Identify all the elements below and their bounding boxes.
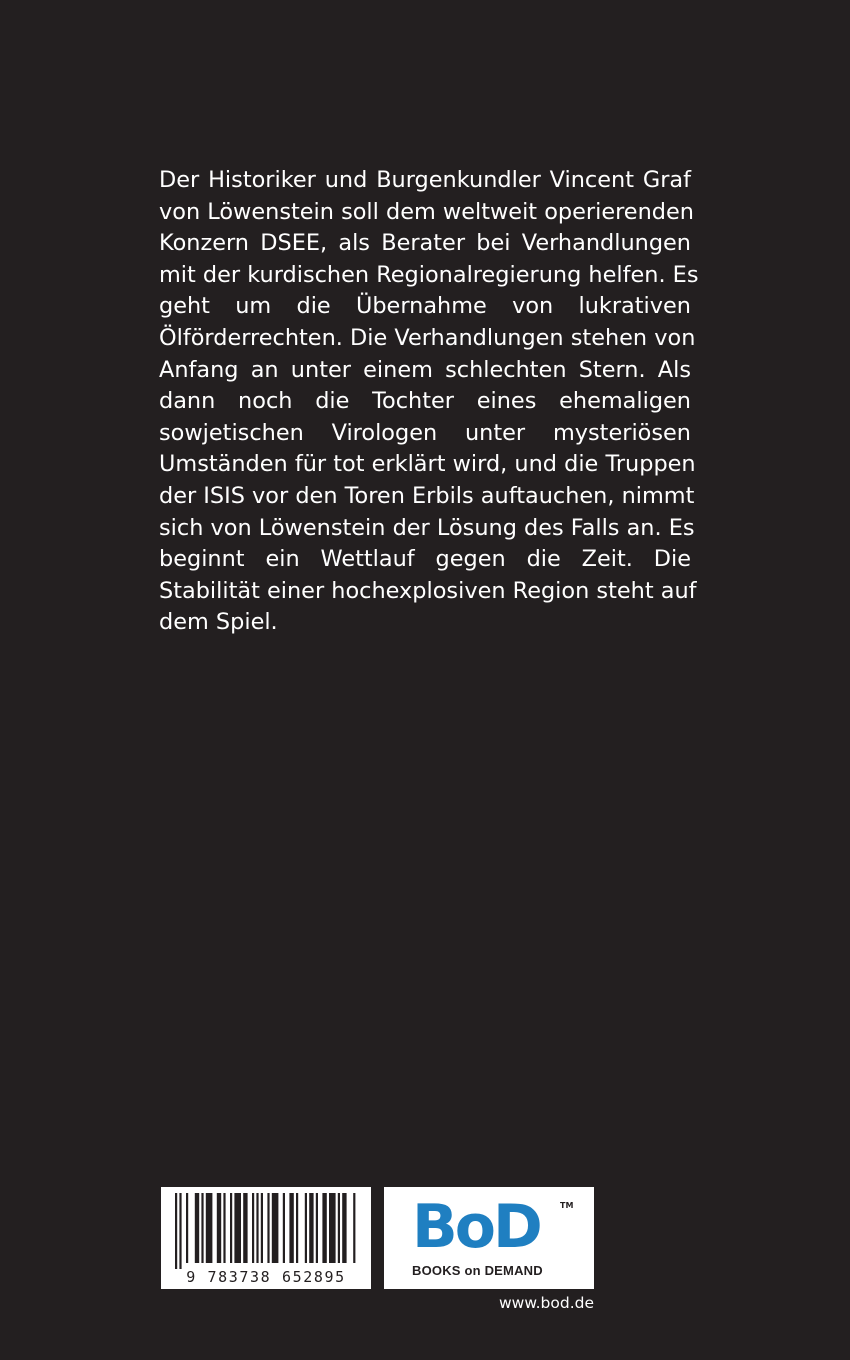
barcode-bar: [175, 1193, 177, 1269]
barcode-bar: [267, 1193, 269, 1263]
barcode-bar: [289, 1193, 293, 1263]
barcode-bar: [230, 1193, 232, 1263]
blurb-line: beginnt ein Wettlauf gegen die Zeit. Die: [159, 546, 691, 573]
blurb-line: Stabilität einer hochexplosiven Region steht auf: [159, 577, 697, 604]
barcode-bar: [342, 1193, 346, 1263]
barcode-bar: [243, 1193, 247, 1263]
isbn-barcode: [161, 1187, 371, 1289]
barcode-bar: [256, 1193, 258, 1263]
blurb-line: Anfang an unter einem schlechten Stern. Als: [159, 356, 691, 383]
blurb-line: Der Historiker und Burgenkundler Vincent Graf: [159, 167, 691, 193]
barcode-bar: [329, 1193, 336, 1263]
blurb-line: sich von Löwenstein der Lösung des Falls an. Es: [159, 514, 695, 541]
blurb-line: geht um die Übernahme von lukrativen: [159, 293, 691, 320]
blurb-line: dem Spiel.: [159, 609, 278, 636]
barcode-bar: [338, 1193, 340, 1263]
blurb-line: Umständen für tot erklärt wird, und die Truppen: [159, 451, 696, 478]
publisher-logo: [384, 1187, 594, 1289]
publisher-website: www.bod.de: [499, 1294, 594, 1312]
barcode-bar: [201, 1193, 203, 1263]
blurb-line: von Löwenstein soll dem weltweit operierenden: [159, 198, 694, 225]
blurb-line: sowjetischen Virologen unter mysteriösen: [159, 419, 691, 446]
blurb-text: [159, 165, 699, 639]
barcode-bar: [296, 1193, 298, 1263]
barcode-bar: [217, 1193, 221, 1263]
barcode-bar: [206, 1193, 213, 1263]
blurb-line: dann noch die Tochter eines ehemaligen: [159, 388, 691, 415]
isbn-number: 9 783738 652895: [186, 1268, 346, 1286]
blurb-line: Ölförderrechten. Die Verhandlungen stehen von: [159, 324, 696, 351]
blurb-line: der ISIS vor den Toren Erbils auftauchen, nimmt: [159, 482, 695, 509]
barcode-bar: [305, 1193, 307, 1263]
barcode-bar: [322, 1193, 326, 1263]
blurb-line: Konzern DSEE, als Berater bei Verhandlungen: [159, 230, 691, 257]
barcode-bar: [252, 1193, 254, 1263]
trademark-mark: TM: [560, 1201, 574, 1210]
barcode-bar: [261, 1193, 263, 1263]
bod-logo-word: BoD: [412, 1192, 540, 1262]
barcode-bar: [186, 1193, 188, 1263]
barcode-bar: [223, 1193, 225, 1263]
barcode-bar: [353, 1193, 355, 1263]
barcode-bar: [316, 1193, 318, 1263]
blurb-line: mit der kurdischen Regionalregierung helfen. Es: [159, 261, 699, 288]
barcode-bar: [272, 1193, 279, 1263]
barcode-bar: [283, 1193, 285, 1263]
barcode-bar: [234, 1193, 241, 1263]
barcode-bar: [309, 1193, 313, 1263]
barcode-bar: [179, 1193, 181, 1269]
bod-logo-subtitle: BOOKS on DEMAND: [412, 1263, 543, 1278]
barcode-bar: [195, 1193, 199, 1263]
